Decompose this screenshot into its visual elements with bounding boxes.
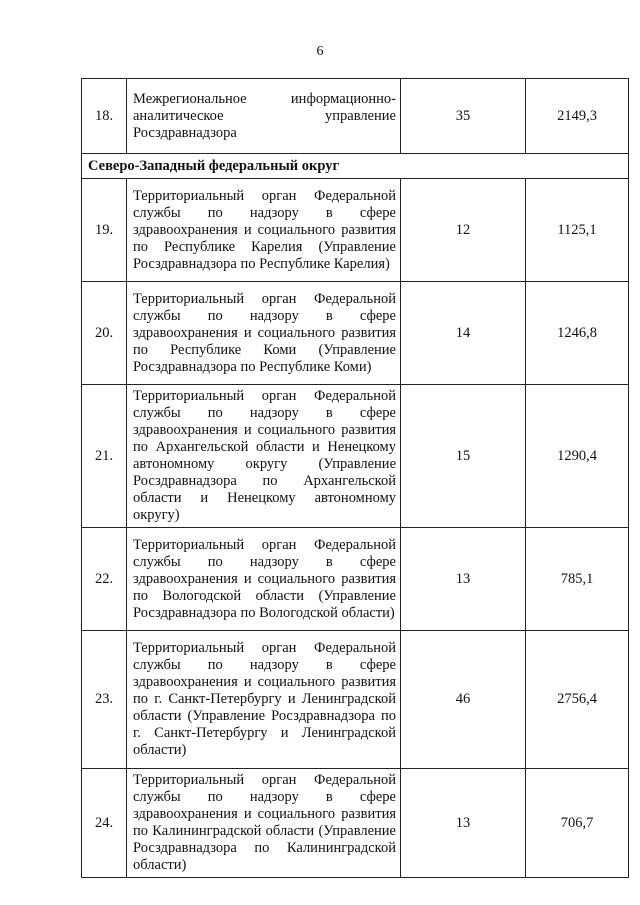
staff-count: 15	[401, 385, 526, 528]
salary-fund: 1125,1	[526, 179, 629, 282]
row-number: 21.	[82, 385, 127, 528]
staff-count: 12	[401, 179, 526, 282]
staff-count: 14	[401, 282, 526, 385]
staff-count: 13	[401, 769, 526, 878]
organization-name: Территориальный орган Федеральной службы по надзору в сфере здравоохранения и социального развития по Вологодской области (Управление Росздравнадзора по Вологодской области)	[127, 528, 401, 631]
page-number: 6	[316, 44, 324, 59]
organization-name: Территориальный орган Федеральной службы по надзору в сфере здравоохранения и социального развития по Республике Карелия (Управление Росздравнадзора по Республике Карелия)	[127, 179, 401, 282]
salary-fund: 785,1	[526, 528, 629, 631]
table-row	[82, 769, 629, 878]
row-number: 22.	[82, 528, 127, 631]
table-row	[82, 385, 629, 528]
staff-count: 46	[401, 631, 526, 769]
organization-name: Территориальный орган Федеральной службы по надзору в сфере здравоохранения и социального развития по Калининградской области (Управление Росздравнадзора по Калининградской области)	[127, 769, 401, 878]
salary-fund: 1290,4	[526, 385, 629, 528]
salary-fund: 1246,8	[526, 282, 629, 385]
staff-count: 35	[401, 79, 526, 154]
organization-name: Территориальный орган Федеральной службы по надзору в сфере здравоохранения и социального развития по Архангельской области и Ненецкому автономному округу (Управление Росздравнадзора по Архангельской области и Ненецкому автономному округу)	[127, 385, 401, 528]
row-number: 23.	[82, 631, 127, 769]
salary-fund: 706,7	[526, 769, 629, 878]
salary-fund: 2756,4	[526, 631, 629, 769]
table-row	[82, 79, 629, 154]
region-title: Северо-Западный федеральный округ	[82, 154, 629, 179]
row-number: 24.	[82, 769, 127, 878]
organization-name: Территориальный орган Федеральной службы по надзору в сфере здравоохранения и социального развития по Республике Коми (Управление Росздравнадзора по Республике Коми)	[127, 282, 401, 385]
row-number: 18.	[82, 79, 127, 154]
table-row	[82, 631, 629, 769]
table-row	[82, 179, 629, 282]
staff-count: 13	[401, 528, 526, 631]
organization-name: Территориальный орган Федеральной службы по надзору в сфере здравоохранения и социального развития по г. Санкт-Петербургу и Ленинградской области (Управление Росздравнадзора по г. Санкт-Петербургу и Ленинградской области)	[127, 631, 401, 769]
salary-fund: 2149,3	[526, 79, 629, 154]
table-row	[82, 282, 629, 385]
row-number: 19.	[82, 179, 127, 282]
table-row	[82, 528, 629, 631]
organizations-table	[81, 78, 629, 878]
row-number: 20.	[82, 282, 127, 385]
region-row	[82, 154, 629, 179]
organization-name: Межрегиональное информационно-аналитическое управление Росздравнадзора	[127, 79, 401, 154]
